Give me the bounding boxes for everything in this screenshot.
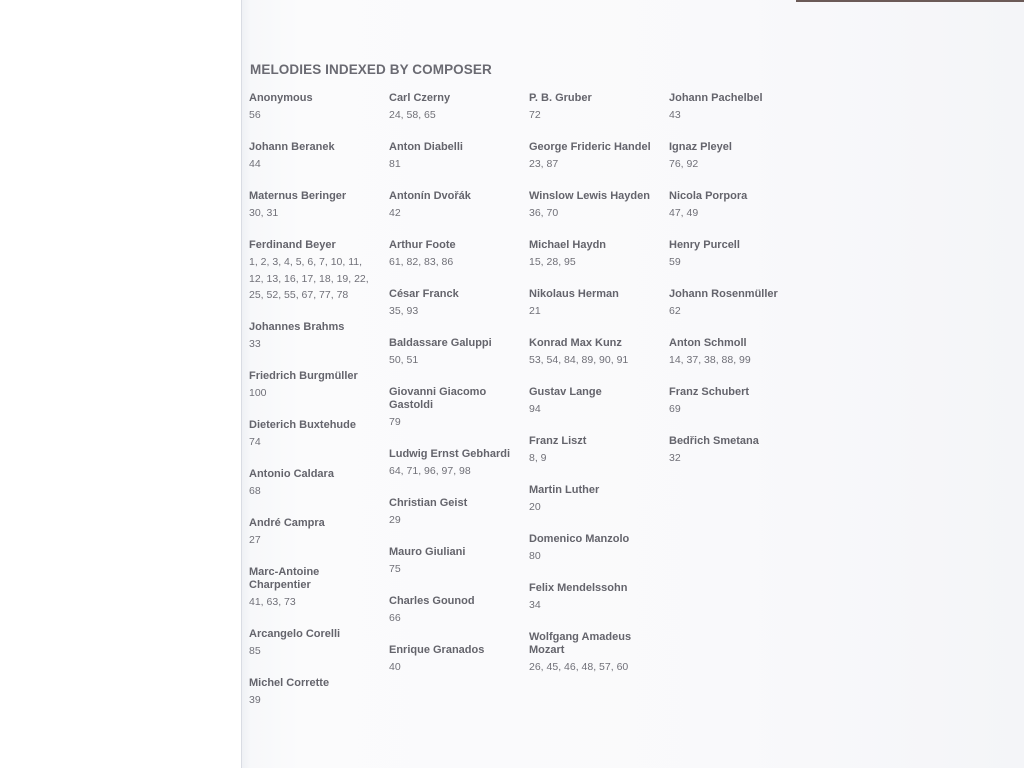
composer-entry xyxy=(669,141,809,190)
composer-pages-line: 12, 13, 16, 17, 18, 19, 22, xyxy=(249,272,369,285)
composer-name: Johann Beranek xyxy=(249,141,335,153)
composer-entry xyxy=(529,92,669,141)
composer-entry xyxy=(529,337,669,386)
composer-name: Nikolaus Herman xyxy=(529,288,619,300)
composer-name: Ludwig Ernst Gebhardi xyxy=(389,448,511,460)
composer-entry xyxy=(389,190,529,239)
composer-pages: 44 xyxy=(249,158,261,170)
composer-pages: 79 xyxy=(389,416,401,428)
composer-name: Carl Czerny xyxy=(389,92,451,104)
composer-entry xyxy=(669,337,809,386)
composer-name: Domenico Manzolo xyxy=(529,533,630,545)
composer-entry xyxy=(389,337,529,386)
composer-name: Johann Pachelbel xyxy=(669,92,763,104)
composer-name: Mauro Giuliani xyxy=(389,546,466,558)
composer-pages: 66 xyxy=(389,612,401,624)
composer-name: Baldassare Galuppi xyxy=(389,337,492,349)
composer-entry xyxy=(249,239,389,321)
composer-entry xyxy=(529,533,669,582)
composer-entry xyxy=(529,190,669,239)
composer-name: Michel Corrette xyxy=(249,677,330,689)
page-heading: MELODIES INDEXED BY COMPOSER xyxy=(250,62,492,77)
composer-name: César Franck xyxy=(389,288,459,300)
composer-entry xyxy=(249,468,389,517)
composer-pages: 69 xyxy=(669,403,681,415)
composer-name: Konrad Max Kunz xyxy=(529,337,622,349)
composer-entry xyxy=(529,484,669,533)
composer-pages: 94 xyxy=(529,403,541,415)
composer-pages: 8, 9 xyxy=(529,452,547,464)
composer-column-2 xyxy=(389,92,529,726)
composer-name-line: Mozart xyxy=(529,644,565,656)
composer-pages: 61, 82, 83, 86 xyxy=(389,256,454,268)
composer-name: Arthur Foote xyxy=(389,239,456,251)
composer-name: Antonín Dvořák xyxy=(389,190,471,202)
composer-name-line: Giovanni Giacomo xyxy=(389,386,487,398)
composer-column-3 xyxy=(529,92,669,726)
composer-pages: 74 xyxy=(249,436,261,448)
composer-name: Johann Rosenmüller xyxy=(669,288,778,300)
composer-pages: 23, 87 xyxy=(529,158,559,170)
composer-pages: 14, 37, 38, 88, 99 xyxy=(669,354,751,366)
composer-pages: 62 xyxy=(669,305,681,317)
composer-name: George Frideric Handel xyxy=(529,141,651,153)
composer-name: Antonio Caldara xyxy=(249,468,334,480)
composer-name: Anton Diabelli xyxy=(389,141,463,153)
composer-pages: 50, 51 xyxy=(389,354,419,366)
composer-pages: 39 xyxy=(249,694,261,706)
composer-entry xyxy=(249,677,389,726)
composer-pages: 68 xyxy=(249,485,261,497)
composer-name: Winslow Lewis Hayden xyxy=(529,190,650,202)
composer-entry xyxy=(669,239,809,288)
composer-pages: 27 xyxy=(249,534,261,546)
composer-pages: 53, 54, 84, 89, 90, 91 xyxy=(529,354,629,366)
composer-pages: 35, 93 xyxy=(389,305,419,317)
composer-pages: 85 xyxy=(249,645,261,657)
composer-name-line: Charpentier xyxy=(249,579,311,591)
composer-pages: 43 xyxy=(669,109,681,121)
composer-pages: 47, 49 xyxy=(669,207,699,219)
composer-entry xyxy=(249,566,389,628)
composer-name: Friedrich Burgmüller xyxy=(249,370,358,382)
composer-entry xyxy=(389,497,529,546)
composer-pages: 72 xyxy=(529,109,541,121)
composer-name: Franz Liszt xyxy=(529,435,587,447)
composer-column-4 xyxy=(669,92,809,726)
composer-entry xyxy=(529,435,669,484)
composer-entry xyxy=(529,141,669,190)
composer-entry xyxy=(389,141,529,190)
composer-name: Ferdinand Beyer xyxy=(249,239,336,251)
composer-pages: 81 xyxy=(389,158,401,170)
composer-name: Henry Purcell xyxy=(669,239,740,251)
composer-entry xyxy=(389,644,529,693)
composer-name: Anton Schmoll xyxy=(669,337,747,349)
composer-name: Gustav Lange xyxy=(529,386,602,398)
composer-entry xyxy=(249,628,389,677)
composer-pages: 42 xyxy=(389,207,401,219)
composer-entry xyxy=(249,141,389,190)
composer-pages: 20 xyxy=(529,501,541,513)
composer-entry xyxy=(389,595,529,644)
composer-entry xyxy=(529,582,669,631)
composer-entry xyxy=(249,370,389,419)
composer-pages-line: 1, 2, 3, 4, 5, 6, 7, 10, 11, xyxy=(249,256,363,268)
composer-pages: 15, 28, 95 xyxy=(529,256,576,268)
composer-name: Michael Haydn xyxy=(529,239,607,251)
composer-entry xyxy=(529,631,669,693)
composer-name-line: Wolfgang Amadeus xyxy=(529,631,632,643)
composer-entry xyxy=(389,288,529,337)
composer-pages: 64, 71, 96, 97, 98 xyxy=(389,465,471,477)
composer-pages: 41, 63, 73 xyxy=(249,596,296,608)
composer-pages: 100 xyxy=(249,387,267,399)
composer-name: Maternus Beringer xyxy=(249,190,347,202)
composer-pages: 32 xyxy=(669,452,681,464)
composer-name: Anonymous xyxy=(249,92,313,104)
composer-name-line: Gastoldi xyxy=(389,399,434,411)
composer-name: Johannes Brahms xyxy=(249,321,345,333)
composer-name: P. B. Gruber xyxy=(529,92,592,104)
composer-entry xyxy=(389,546,529,595)
composer-entry xyxy=(389,239,529,288)
composer-entry xyxy=(389,386,529,448)
composer-name: Christian Geist xyxy=(389,497,468,509)
composer-entry xyxy=(669,92,809,141)
composer-name: André Campra xyxy=(249,517,325,529)
composer-pages: 30, 31 xyxy=(249,207,279,219)
composer-name: Dieterich Buxtehude xyxy=(249,419,356,431)
composer-entry xyxy=(669,190,809,239)
composer-pages: 34 xyxy=(529,599,541,611)
composer-entry xyxy=(249,517,389,566)
composer-name-line: Marc-Antoine xyxy=(249,566,320,578)
composer-name: Franz Schubert xyxy=(669,386,750,398)
composer-pages: 24, 58, 65 xyxy=(389,109,436,121)
composer-pages: 29 xyxy=(389,514,401,526)
composer-entry xyxy=(249,92,389,141)
composer-entry xyxy=(529,239,669,288)
composer-pages: 75 xyxy=(389,563,401,575)
composer-entry xyxy=(389,448,529,497)
book-page xyxy=(241,0,1024,768)
composer-entry xyxy=(669,288,809,337)
composer-pages: 21 xyxy=(529,305,541,317)
top-edge-rule xyxy=(796,0,1024,2)
composer-name: Ignaz Pleyel xyxy=(669,141,732,153)
composer-pages-line: 25, 52, 55, 67, 77, 78 xyxy=(249,289,349,301)
composer-name: Martin Luther xyxy=(529,484,600,496)
composer-pages: 40 xyxy=(389,661,401,673)
composer-name: Enrique Granados xyxy=(389,644,485,656)
composer-entry xyxy=(249,321,389,370)
composer-entry xyxy=(529,288,669,337)
composer-pages: 56 xyxy=(249,109,261,121)
composer-pages: 76, 92 xyxy=(669,158,699,170)
composer-entry xyxy=(669,435,809,484)
composer-pages: 80 xyxy=(529,550,541,562)
composer-entry xyxy=(389,92,529,141)
composer-pages: 36, 70 xyxy=(529,207,559,219)
composer-entry xyxy=(249,419,389,468)
composer-columns xyxy=(249,92,809,726)
composer-name: Arcangelo Corelli xyxy=(249,628,341,640)
composer-entry xyxy=(669,386,809,435)
composer-name: Felix Mendelssohn xyxy=(529,582,628,594)
composer-entry xyxy=(249,190,389,239)
composer-pages: 26, 45, 46, 48, 57, 60 xyxy=(529,661,629,673)
composer-name: Nicola Porpora xyxy=(669,190,748,202)
composer-name: Bedřich Smetana xyxy=(669,435,759,447)
composer-pages: 59 xyxy=(669,256,681,268)
composer-pages: 33 xyxy=(249,338,261,350)
composer-column-1 xyxy=(249,92,389,726)
composer-name: Charles Gounod xyxy=(389,595,475,607)
composer-entry xyxy=(529,386,669,435)
